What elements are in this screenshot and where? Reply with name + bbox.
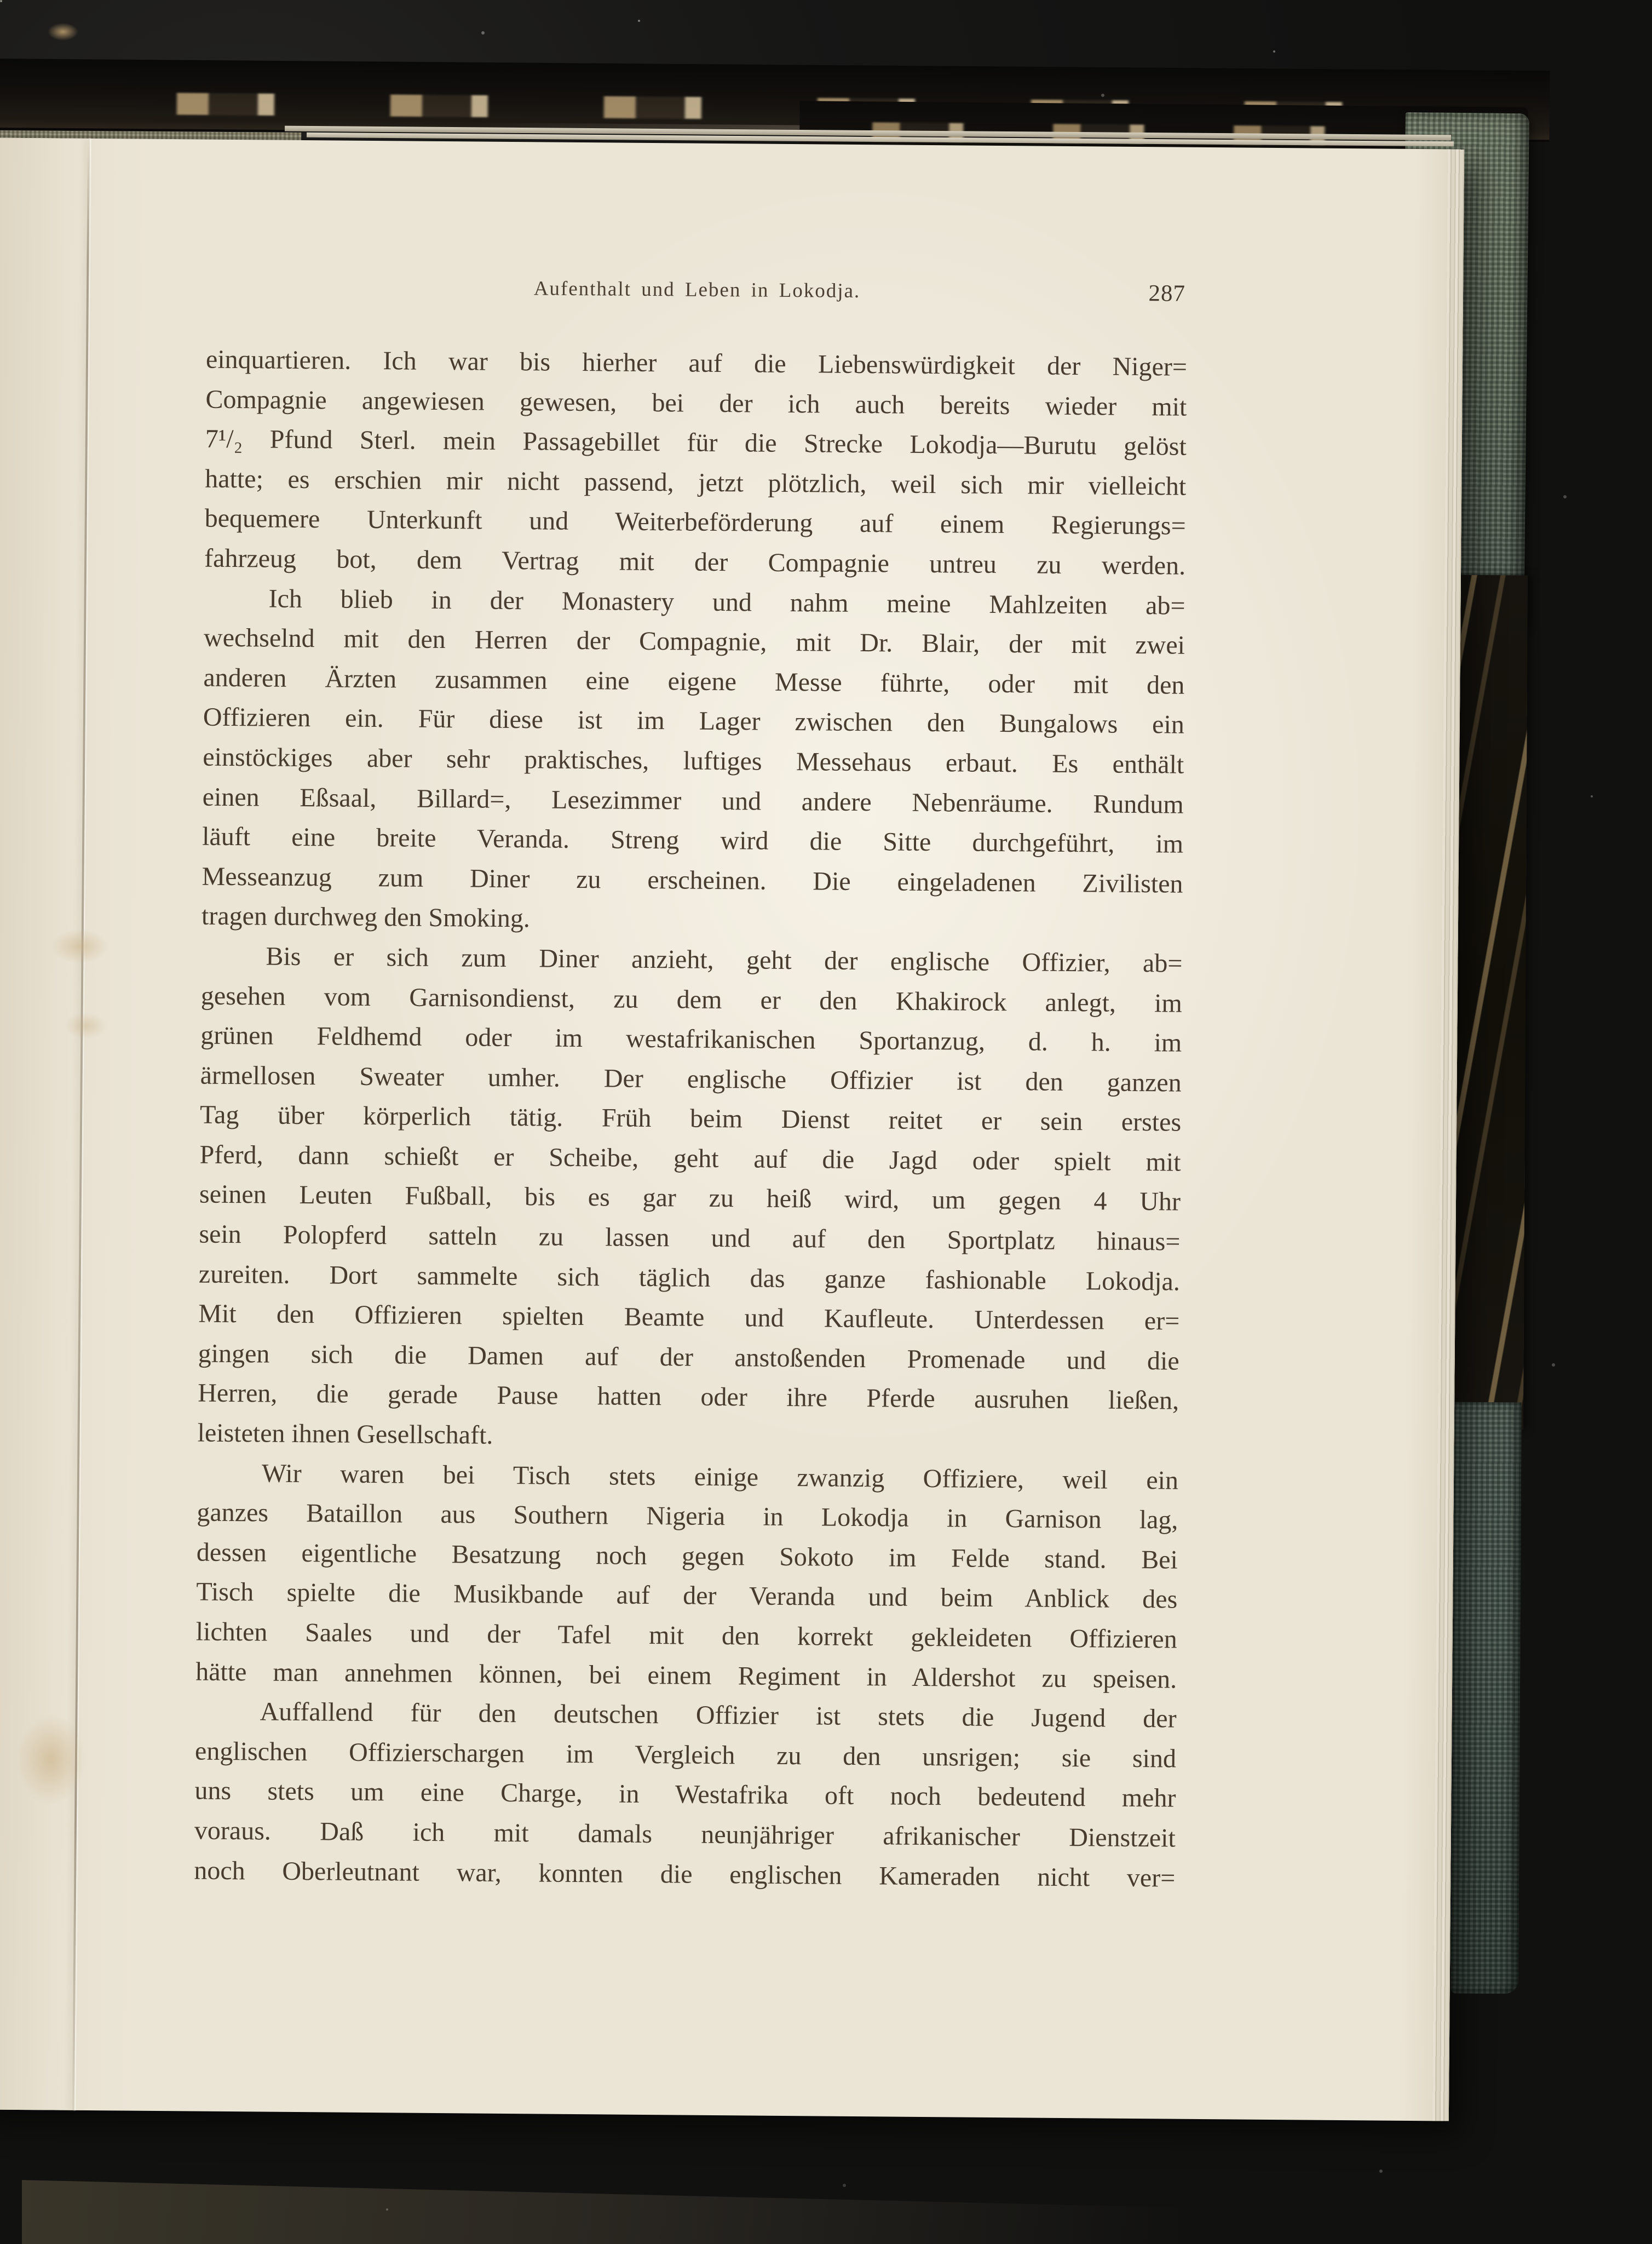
text-line: englischen Offizierschargen im Vergleich zu den unsrigen; sie sind: [194, 1736, 1177, 1774]
text-line: Bis er sich zum Diner anzieht, geht der englische Offizier, ab=: [266, 942, 1183, 978]
text-line: Pferd, dann schießt er Scheibe, geht auf die Jagd oder spielt mit: [199, 1140, 1181, 1177]
text-line: hatte; es erschien mir nicht passend, jetzt plötzlich, weil sich mir vielleicht: [205, 464, 1187, 501]
text-line: gingen sich die Damen auf der anstoßenden Promenade und die: [198, 1339, 1179, 1376]
text-line: tragen durchweg den Smoking.: [201, 901, 531, 933]
text-line: Tisch spielte die Musikbande auf der Veranda und beim Anblick des: [196, 1577, 1178, 1615]
text-line: einquartieren. Ich war bis hierher auf die Liebenswürdigkeit der Niger=: [205, 345, 1188, 382]
text-line: Messeanzug zum Diner zu erscheinen. Die eingeladenen Zivilisten: [202, 862, 1183, 899]
text-line: Wir waren bei Tisch stets einige zwanzig Offiziere, weil ein: [261, 1459, 1179, 1495]
text-line: dessen eigentliche Besatzung noch gegen Sokoto im Felde stand. Bei: [196, 1537, 1178, 1575]
page-stain: [3, 1696, 100, 1823]
text-line: uns stets um eine Charge, in Westafrika oft noch bedeutend mehr: [194, 1776, 1176, 1813]
page-stain: [38, 921, 121, 971]
text-line: läuft eine breite Veranda. Streng wird die Sitte durchgeführt, im: [202, 822, 1184, 859]
text-line: bequemere Unterkunft und Weiterbeförderung auf einem Regierungs=: [204, 503, 1186, 541]
table-surface-highlight: [22, 2153, 1248, 2244]
book-page: [0, 137, 1464, 2121]
text-line: einen Eßsaal, Billard=, Lesezimmer und andere Nebenräume. Rundum: [202, 782, 1184, 819]
text-line: einstöckiges aber sehr praktisches, luftiges Messehaus erbaut. Es enthält: [203, 742, 1184, 779]
text-line: seinen Leuten Fußball, bis es gar zu heiß wird, um gegen 4 Uhr: [199, 1180, 1181, 1217]
text-line: ganzes Bataillon aus Southern Nigeria in Lokodja in Garnison lag,: [197, 1497, 1178, 1535]
text-line: sein Polopferd satteln zu lassen und auf den Sportplatz hinaus=: [199, 1219, 1181, 1256]
page-number: 287: [1148, 280, 1186, 307]
text-line: gesehen vom Garnisondienst, zu dem er den Khakirock anlegt, im: [200, 981, 1183, 1018]
text-line: wechselnd mit den Herren der Compagnie, mit Dr. Blair, der mit zwei: [203, 623, 1185, 660]
text-line: Auffallend für den deutschen Offizier ist stets die Jugend der: [260, 1697, 1177, 1734]
text-line: leisteten ihnen Gesellschaft.: [197, 1418, 493, 1450]
text-line: grünen Feldhemd oder im westafrikanischen Sportanzug, d. h. im: [200, 1020, 1182, 1058]
text-line: lichten Saales und der Tafel mit den korrekt gekleideten Offizieren: [195, 1617, 1177, 1654]
dust-specks: [0, 0, 2, 2]
text-line: Tag über körperlich tätig. Früh beim Dienst reitet er sein erstes: [199, 1100, 1182, 1137]
text-line: Ich blieb in der Monastery und nahm meine Mahlzeiten ab=: [268, 584, 1185, 621]
text-line: hätte man annehmen können, bei einem Regiment in Aldershot zu speisen.: [195, 1657, 1177, 1694]
body-text: [194, 340, 1187, 1898]
text-line: Herren, die gerade Pause hatten oder ihre Pferde ausruhen ließen,: [197, 1379, 1179, 1416]
text-line: voraus. Daß ich mit damals neunjähriger afrikanischer Dienstzeit: [194, 1816, 1176, 1853]
text-line: Offizieren ein. Für diese ist im Lager zwischen den Bungalows ein: [203, 702, 1185, 740]
text-line: Compagnie angewiesen gewesen, bei der ich auch bereits wieder mit: [205, 384, 1187, 422]
cover-damage-chip: [44, 21, 82, 43]
page-header: [206, 270, 1188, 311]
text-line: 7¹/₂ Pfund Sterl. mein Passagebillet für die Strecke Lokodja—Burutu gelöst: [205, 424, 1187, 461]
text-line: noch Oberleutnant war, konnten die englischen Kameraden nicht ver=: [194, 1856, 1176, 1893]
binding-cloth-right-lower: [1450, 1402, 1522, 1994]
page-stain: [55, 1007, 116, 1046]
text-line: anderen Ärzten zusammen eine eigene Messe führte, oder mit den: [203, 663, 1185, 700]
text-line: zureiten. Dort sammelte sich täglich das ganze fashionable Lokodja.: [198, 1259, 1181, 1296]
text-line: fahrzeug bot, dem Vertrag mit der Compagnie untreu zu werden.: [204, 543, 1186, 581]
text-line: Mit den Offizieren spielten Beamte und Kaufleute. Unterdessen er=: [198, 1299, 1180, 1336]
text-line: ärmellosen Sweater umher. Der englische Offizier ist den ganzen: [200, 1060, 1182, 1098]
running-title: Aufenthalt und Leben in Lokodja.: [533, 277, 861, 303]
